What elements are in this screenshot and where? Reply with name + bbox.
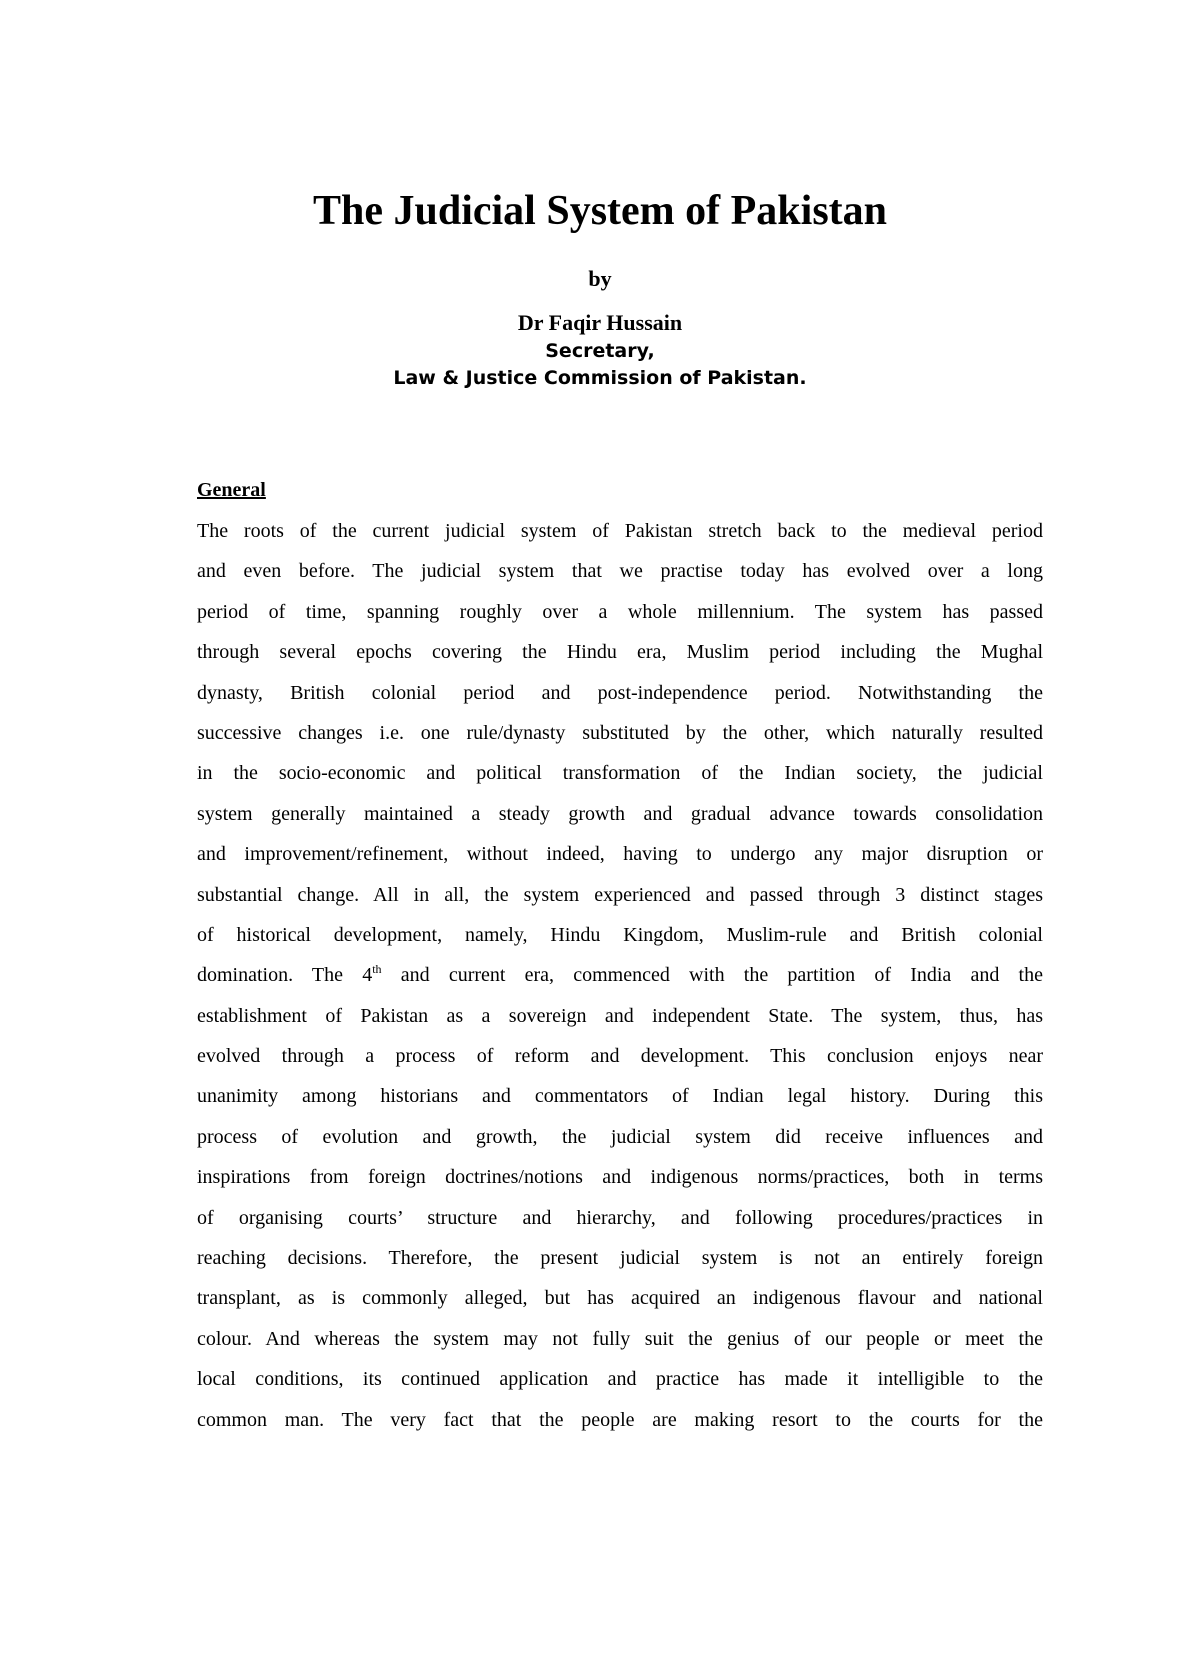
author-position: Secretary, [545,340,655,362]
body-line: period of time, spanning roughly over a whole millennium. The system has passed [197,600,1043,623]
body-line: in the socio-economic and political transformation of the Indian society, the judicial [197,762,1043,785]
body-line: The roots of the current judicial system of Pakistan stretch back to the medieval period [197,520,1043,542]
body-text [197,511,1043,1440]
body-line: common man. The very fact that the people are making resort to the courts for the [197,1408,1043,1431]
body-line: substantial change. All in all, the system experienced and passed through 3 distinct stages [197,883,1043,906]
line-text-after: and current era, commenced with the partition of India and the [381,964,1043,987]
body-line: colour. And whereas the system may not fully suit the genius of our people or meet the [197,1327,1043,1350]
line-text-before: domination. The 4 [197,964,373,987]
body-line: of historical development, namely, Hindu Kingdom, Muslim-rule and British colonial [197,923,1043,946]
body-line: and even before. The judicial system that we practise today has evolved over a long [197,560,1043,583]
ordinal-superscript: th [372,962,382,977]
body-line: reaching decisions. Therefore, the present judicial system is not an entirely foreign [197,1247,1043,1270]
section-heading: General [197,479,266,501]
body-line: unanimity among historians and commentators of Indian legal history. During this [197,1085,1043,1108]
body-line: through several epochs covering the Hindu era, Muslim period including the Mughal [197,641,1043,664]
body-line: evolved through a process of reform and development. This conclusion enjoys near [197,1045,1043,1068]
author-organisation: Law & Justice Commission of Pakistan. [393,367,807,389]
body-line: inspirations from foreign doctrines/notions and indigenous norms/practices, both in terms [197,1166,1043,1189]
body-line: process of evolution and growth, the judicial system did receive influences and [197,1125,1043,1148]
body-line: local conditions, its continued application and practice has made it intelligible to the [197,1368,1043,1391]
byline: by [588,266,612,291]
body-line: system generally maintained a steady growth and gradual advance towards consolidation [197,802,1043,825]
document-title: The Judicial System of Pakistan [312,188,888,234]
body-line: establishment of Pakistan as a sovereign and independent State. The system, thus, has [197,1004,1043,1027]
author-name: Dr Faqir Hussain [517,310,683,335]
body-line: and improvement/refinement, without indeed, having to undergo any major disruption or [197,843,1043,866]
body-line: of organising courts’ structure and hierarchy, and following procedures/practices in [197,1206,1043,1229]
body-line: successive changes i.e. one rule/dynasty substituted by the other, which naturally resulted [197,721,1043,744]
body-line: transplant, as is commonly alleged, but has acquired an indigenous flavour and national [197,1287,1043,1310]
body-line: dynasty, British colonial period and post-independence period. Notwithstanding the [197,681,1043,704]
body-line-with-superscript [197,955,1043,995]
